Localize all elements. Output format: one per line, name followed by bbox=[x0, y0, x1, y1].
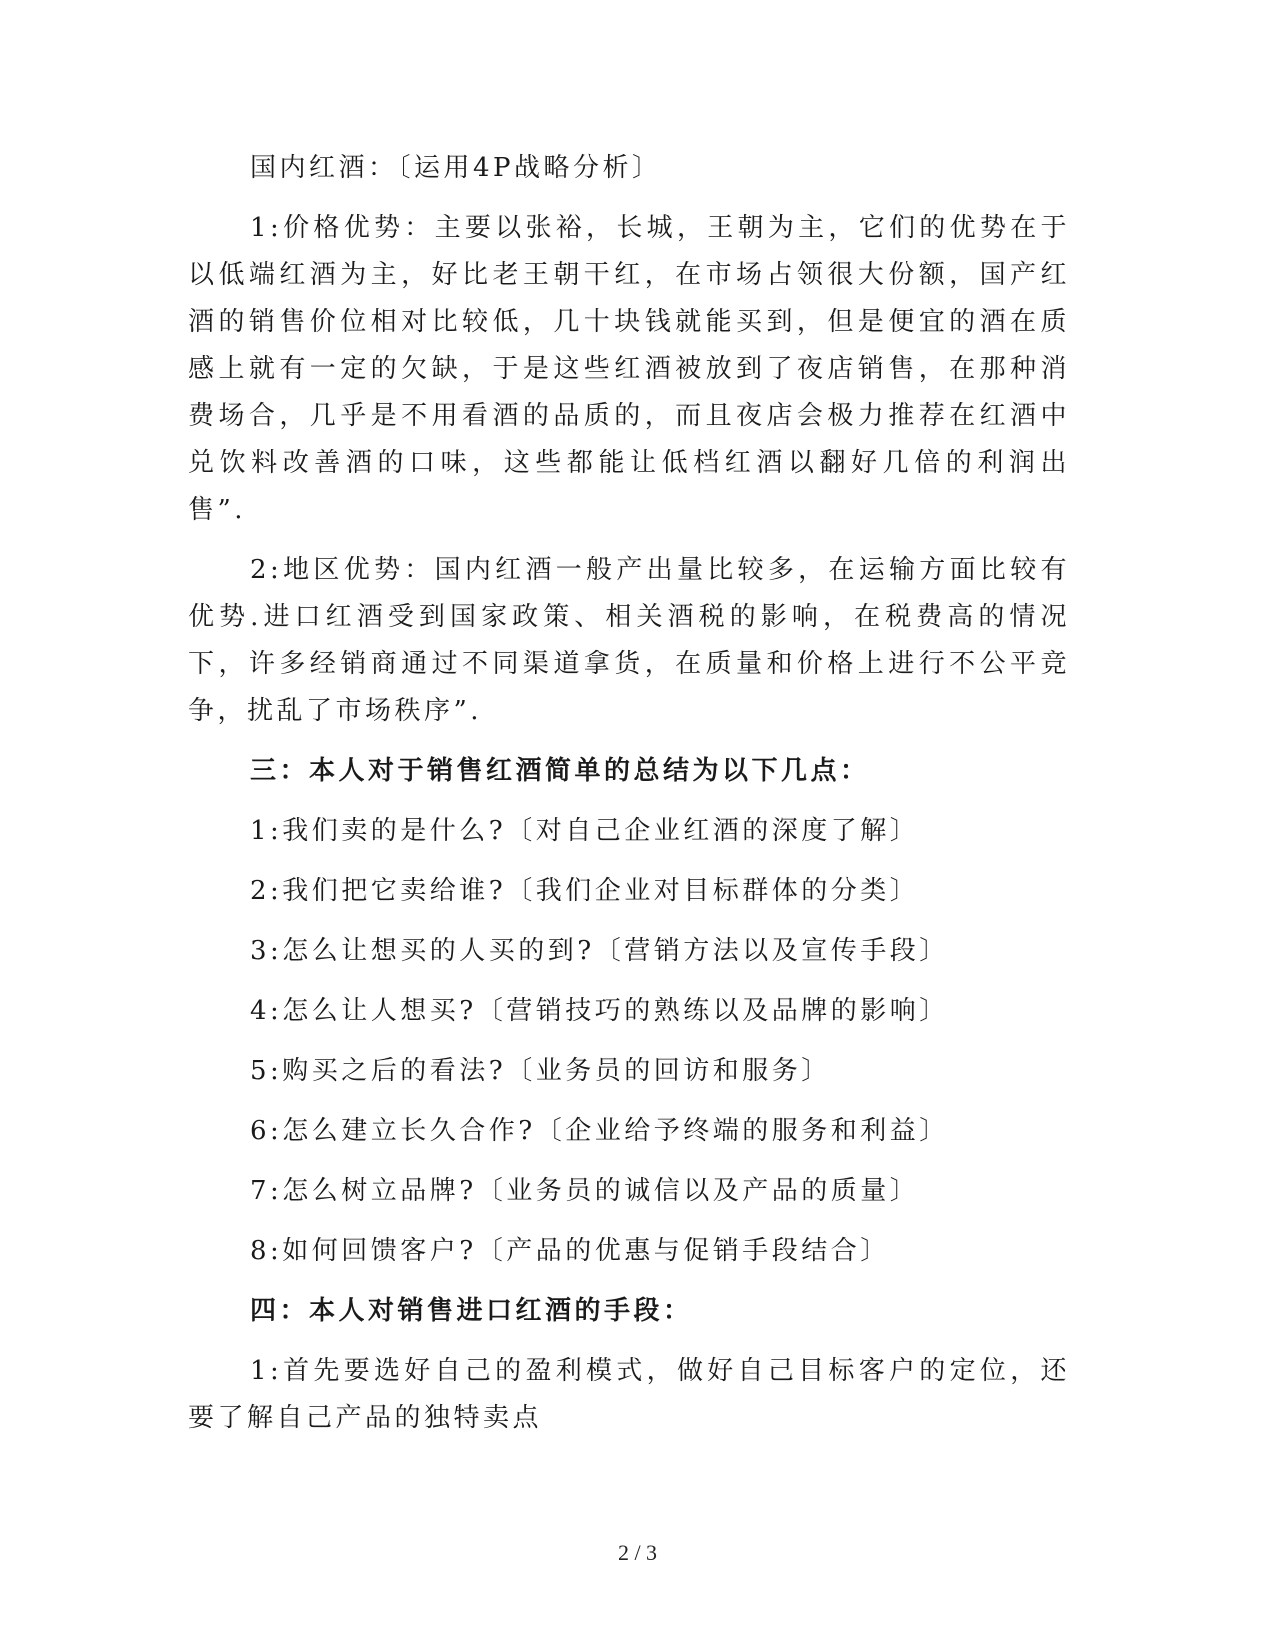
summary-item: 3:怎么让想买的人买的到?〔营销方法以及宣传手段〕 bbox=[250, 936, 949, 966]
section-heading-four: 四：本人对销售进口红酒的手段： bbox=[250, 1296, 693, 1326]
document-body bbox=[188, 145, 1070, 1455]
summary-item: 8:如何回馈客户?〔产品的优惠与促销手段结合〕 bbox=[250, 1236, 890, 1266]
summary-item: 2:我们把它卖给谁?〔我们企业对目标群体的分类〕 bbox=[250, 876, 920, 906]
paragraph-profit-model: 1:首先要选好自己的盈利模式，做好自己目标客户的定位，还要了解自己产品的独特卖点 bbox=[188, 1356, 1070, 1433]
paragraph-price-advantage: 1:价格优势：主要以张裕，长城，王朝为主，它们的优势在于以低端红酒为主，好比老王朝干红，在市场占领很大份额，国产红酒的销售价位相对比较低，几十块钱就能买到，但是便宜的酒在质感上就有一定的欠缺，于是这些红酒被放到了夜店销售，在那种消费场合，几乎是不用看酒的品质的，而且夜店会极力推荐在红酒中兑饮料改善酒的口味，这些都能让低档红酒以翻好几倍的利润出售”. bbox=[188, 213, 1070, 525]
summary-item: 1:我们卖的是什么?〔对自己企业红酒的深度了解〕 bbox=[250, 816, 920, 846]
summary-item: 6:怎么建立长久合作?〔企业给予终端的服务和利益〕 bbox=[250, 1116, 949, 1146]
page-number: 2 / 3 bbox=[617, 1540, 658, 1565]
paragraph-domestic-wine-intro: 国内红酒：〔运用4P战略分析〕 bbox=[250, 153, 662, 183]
summary-item: 4:怎么让人想买?〔营销技巧的熟练以及品牌的影响〕 bbox=[250, 996, 949, 1026]
summary-item: 5:购买之后的看法?〔业务员的回访和服务〕 bbox=[250, 1056, 831, 1086]
summary-item: 7:怎么树立品牌?〔业务员的诚信以及产品的质量〕 bbox=[250, 1176, 920, 1206]
section-heading-three: 三：本人对于销售红酒简单的总结为以下几点： bbox=[250, 756, 870, 786]
paragraph-regional-advantage: 2:地区优势：国内红酒一般产出量比较多，在运输方面比较有优势.进口红酒受到国家政策、相关酒税的影响，在税费高的情况下，许多经销商通过不同渠道拿货，在质量和价格上进行不公平竞争，扰乱了市场秩序”. bbox=[188, 555, 1070, 726]
